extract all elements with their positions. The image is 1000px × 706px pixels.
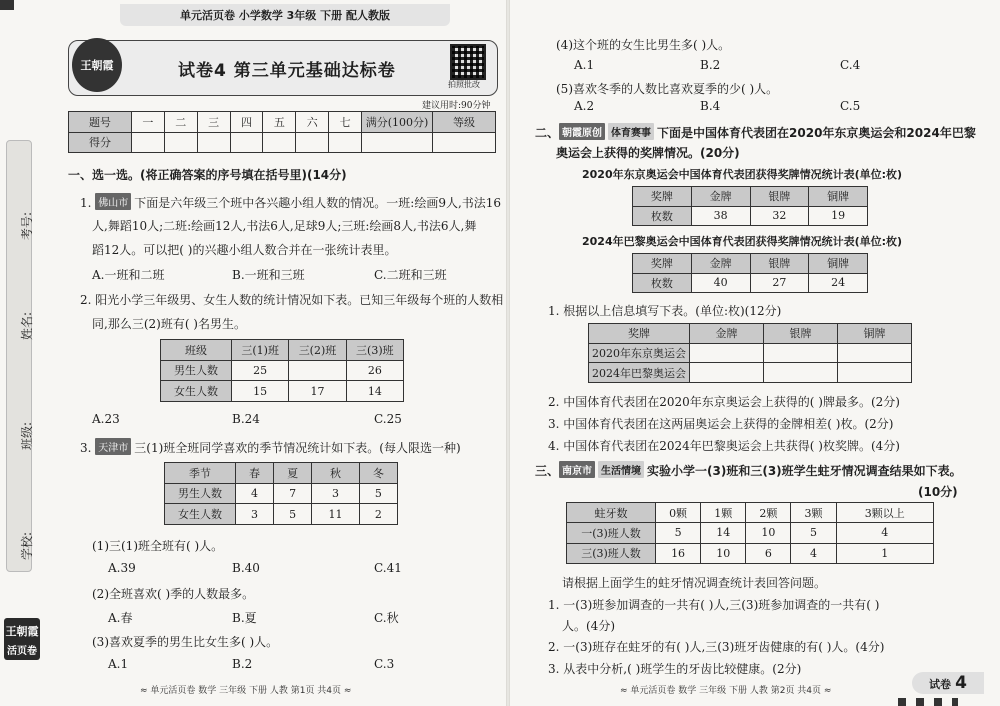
medal-table-2020 <box>632 186 868 226</box>
score-input[interactable] <box>164 132 197 153</box>
table-cell: 奖牌 <box>633 187 692 207</box>
score-cell: 七 <box>329 112 362 133</box>
brand-name: 王朝霞 <box>5 625 39 638</box>
q2-table <box>160 339 404 402</box>
table-cell: 3 <box>312 483 360 504</box>
answer-cell[interactable] <box>690 363 764 383</box>
q3-table <box>164 462 398 525</box>
option-c[interactable]: C.二班和三班 <box>374 268 447 282</box>
option-a[interactable]: A.1 <box>574 58 595 72</box>
table-cell: 25 <box>232 360 289 381</box>
region-tag: 南京市 <box>559 461 595 478</box>
section2-line2: 奥运会上获得的奖牌情况。(20分) <box>556 146 740 160</box>
table-cell: 秋 <box>312 463 360 484</box>
score-input[interactable] <box>230 132 263 153</box>
option-c[interactable]: C.3 <box>374 657 395 671</box>
t2-title: 2024年巴黎奥运会中国体育代表团获得奖牌情况统计表(单位:枚) <box>582 235 903 248</box>
table-cell: 班级 <box>161 340 232 361</box>
table-cell: 三(3)班人数 <box>567 543 656 563</box>
table-cell: 男生人数 <box>161 360 232 381</box>
section1-heading: 一、选一选。(将正确答案的序号填在括号里)(14分) <box>68 168 347 182</box>
table-cell: 蛀牙数 <box>567 503 656 523</box>
table-cell: 奖牌 <box>633 254 692 274</box>
table-cell: 32 <box>750 206 809 226</box>
logo-badge <box>72 38 122 92</box>
tag-original: 朝霞原创 <box>559 123 605 140</box>
t1-title: 2020年东京奥运会中国体育代表团获得奖牌情况统计表(单位:枚) <box>582 168 903 181</box>
section3-heading <box>535 461 962 479</box>
score-input[interactable] <box>131 132 164 153</box>
table-cell: 5 <box>656 523 701 543</box>
table-cell: 27 <box>750 273 809 293</box>
table-cell: 5 <box>359 483 397 504</box>
tag-topic: 生活情境 <box>598 461 644 478</box>
logo-text: 王朝霞 <box>80 59 114 72</box>
region-tag: 天津市 <box>95 438 131 455</box>
s2-q1: 1. 根据以上信息填写下表。(单位:枚)(12分) <box>548 304 782 318</box>
score-cell: 六 <box>296 112 329 133</box>
table-cell: 24 <box>809 273 868 293</box>
option-b[interactable]: B.40 <box>232 561 260 575</box>
table-cell: 11 <box>312 504 360 525</box>
table-cell: 春 <box>236 463 274 484</box>
option-b[interactable]: B.24 <box>232 412 260 426</box>
table-cell: 4 <box>836 523 933 543</box>
score-cell: 得分 <box>69 132 132 153</box>
table-cell: 一(3)班人数 <box>567 523 656 543</box>
option-c[interactable]: C.秋 <box>374 611 399 625</box>
q2-text: 阳光小学三年级男、女生人数的统计情况如下表。已知三年级每个班的人数相 <box>95 293 504 307</box>
q1-num: 1. <box>80 196 92 210</box>
q3-sub1: (1)三(1)班全班有( )人。 <box>92 539 224 553</box>
answer-cell[interactable] <box>764 363 838 383</box>
qr-label: 拍照批改 <box>448 80 480 89</box>
score-cell: 五 <box>263 112 296 133</box>
section2-line1: 下面是中国体育代表团在2020年东京奥运会和2024年巴黎 <box>657 126 976 140</box>
table-cell: 19 <box>809 206 868 226</box>
table-cell: 2颗 <box>746 503 791 523</box>
table-cell: 3颗 <box>791 503 836 523</box>
section3-prefix: 三、 <box>535 464 560 478</box>
table-cell: 金牌 <box>691 187 750 207</box>
medal-table-2024 <box>632 253 868 293</box>
table-cell: 15 <box>232 381 289 402</box>
time-advice: 建议用时:90分钟 <box>422 101 491 111</box>
score-input[interactable] <box>329 132 362 153</box>
table-cell: 三(3)班 <box>346 340 403 361</box>
s3-q1a: 1. 一(3)班参加调查的一共有( )人,三(3)班参加调查的一共有( ) <box>548 598 880 612</box>
table-cell: 银牌 <box>750 187 809 207</box>
q2-num: 2. <box>80 293 92 307</box>
table-cell <box>289 360 346 381</box>
s3-q1b: 人。(4分) <box>562 619 615 633</box>
table-cell: 5 <box>274 504 312 525</box>
table-cell: 铜牌 <box>809 187 868 207</box>
binding-strip <box>6 140 32 572</box>
q3-line1 <box>80 438 461 456</box>
score-cell: 满分(100分) <box>362 112 433 133</box>
table-cell: 1颗 <box>701 503 746 523</box>
q1-text: 下面是六年级三个班中各兴趣小组人数的情况。一班:绘画9人,书法16 <box>134 196 502 210</box>
option-c[interactable]: C.4 <box>840 58 861 72</box>
q3-text: 三(1)班全班同学喜欢的季节情况统计如下表。(每人限选一种) <box>134 441 461 455</box>
score-input[interactable] <box>197 132 230 153</box>
cavity-table <box>566 502 934 564</box>
corner-marks <box>898 698 958 706</box>
score-cell: 一 <box>131 112 164 133</box>
table-cell: 枚数 <box>633 273 692 293</box>
table-cell: 40 <box>691 273 750 293</box>
answer-cell[interactable] <box>838 343 912 363</box>
table-cell: 2020年东京奥运会 <box>589 343 690 363</box>
score-cell: 等级 <box>433 112 496 133</box>
table-cell: 季节 <box>165 463 236 484</box>
score-table <box>68 111 496 153</box>
table-cell: 7 <box>274 483 312 504</box>
score-input[interactable] <box>433 132 496 153</box>
table-cell: 10 <box>746 523 791 543</box>
table-cell: 三(1)班 <box>232 340 289 361</box>
score-cell: 题号 <box>69 112 132 133</box>
table-cell: 夏 <box>274 463 312 484</box>
option-c[interactable]: C.25 <box>374 412 402 426</box>
field-name: 姓名: <box>20 311 34 340</box>
table-cell: 4 <box>236 483 274 504</box>
fill-in-medal-table <box>588 323 912 383</box>
table-cell: 1 <box>836 543 933 563</box>
field-id: 考号: <box>20 211 34 240</box>
option-b[interactable]: B.夏 <box>232 611 257 625</box>
table-cell: 16 <box>656 543 701 563</box>
answer-cell[interactable] <box>838 363 912 383</box>
table-cell: 26 <box>346 360 403 381</box>
section2-heading <box>535 123 976 141</box>
footer-left: ≈ 单元活页卷 数学 三年级 下册 人教 第1页 共4页 ≈ <box>140 686 352 696</box>
answer-cell[interactable] <box>764 343 838 363</box>
option-a[interactable]: A.23 <box>92 412 120 426</box>
s3-intro: 请根据上面学生的蛀牙情况调查统计表回答问题。 <box>562 576 827 590</box>
s2-q2: 2. 中国体育代表团在2020年东京奥运会上获得的( )牌最多。(2分) <box>548 395 900 409</box>
option-b[interactable]: B.4 <box>700 99 721 113</box>
option-b[interactable]: B.2 <box>700 58 721 72</box>
q3-sub2: (2)全班喜欢( )季的人数最多。 <box>92 587 255 601</box>
badge-number: 4 <box>955 673 968 693</box>
field-class: 班级: <box>20 421 34 450</box>
score-input[interactable] <box>296 132 329 153</box>
section2-prefix: 二、 <box>535 126 560 140</box>
section3-line1: 实验小学一(3)班和三(3)班学生蛀牙情况调查结果如下表。 <box>647 464 962 478</box>
table-cell: 金牌 <box>691 254 750 274</box>
field-school: 学校: <box>20 531 34 560</box>
region-tag: 佛山市 <box>95 193 131 210</box>
table-cell: 男生人数 <box>165 483 236 504</box>
table-cell: 奖牌 <box>589 324 690 344</box>
brand-sub: 活页卷 <box>7 646 37 657</box>
table-cell: 银牌 <box>764 324 838 344</box>
table-cell: 金牌 <box>690 324 764 344</box>
option-a[interactable]: A.春 <box>108 611 133 625</box>
q3-sub3: (3)喜欢夏季的男生比女生多( )人。 <box>92 635 279 649</box>
footer-right: ≈ 单元活页卷 数学 三年级 下册 人教 第2页 共4页 ≈ <box>620 686 832 696</box>
table-cell: 14 <box>701 523 746 543</box>
option-a[interactable]: A.1 <box>108 657 129 671</box>
table-cell: 铜牌 <box>809 254 868 274</box>
paper-badge <box>912 672 984 694</box>
table-cell: 三(2)班 <box>289 340 346 361</box>
series-header: 单元活页卷 小学数学 3年级 下册 配人教版 <box>120 4 450 26</box>
option-c[interactable]: C.5 <box>840 99 861 113</box>
table-cell: 铜牌 <box>838 324 912 344</box>
section3-points: (10分) <box>918 485 958 499</box>
top-corner-mark <box>0 0 14 10</box>
table-cell: 女生人数 <box>165 504 236 525</box>
q3-sub5: (5)喜欢冬季的人数比喜欢夏季的少( )人。 <box>556 82 779 96</box>
qr-code[interactable] <box>450 44 486 80</box>
option-a[interactable]: A.一班和二班 <box>92 268 165 282</box>
s3-q3: 3. 从表中分析,( )班学生的牙齿比较健康。(2分) <box>548 662 802 676</box>
table-cell: 10 <box>701 543 746 563</box>
badge-label: 试卷 <box>928 678 951 691</box>
answer-cell[interactable] <box>690 343 764 363</box>
score-cell: 三 <box>197 112 230 133</box>
score-cell: 二 <box>164 112 197 133</box>
table-cell: 0颗 <box>656 503 701 523</box>
q1-line3: 蹈12人。可以把( )的兴趣小组人数合并在一张统计表里。 <box>92 243 397 257</box>
table-cell: 2 <box>359 504 397 525</box>
table-cell: 冬 <box>359 463 397 484</box>
q2-line1 <box>80 291 503 308</box>
q2-line2: 同,那么三(2)班有( )名男生。 <box>92 317 246 331</box>
score-input[interactable] <box>263 132 296 153</box>
score-input[interactable] <box>362 132 433 153</box>
tag-topic: 体育赛事 <box>608 123 654 140</box>
option-b[interactable]: B.一班和三班 <box>232 268 305 282</box>
option-b[interactable]: B.2 <box>232 657 253 671</box>
q1-line1 <box>80 193 501 211</box>
table-cell: 6 <box>746 543 791 563</box>
page-title: 试卷4 第三单元基础达标卷 <box>178 61 396 81</box>
table-cell: 3颗以上 <box>836 503 933 523</box>
score-cell: 四 <box>230 112 263 133</box>
option-a[interactable]: A.2 <box>574 99 595 113</box>
option-c[interactable]: C.41 <box>374 561 402 575</box>
sidebar-brand <box>4 618 40 660</box>
q1-line2: 人,舞蹈10人;二班:绘画12人,书法6人,足球9人;三班:绘画8人,书法6人,舞 <box>92 219 477 233</box>
table-cell: 14 <box>346 381 403 402</box>
s2-q4: 4. 中国体育代表团在2024年巴黎奥运会上共获得( )枚奖牌。(4分) <box>548 439 900 453</box>
option-a[interactable]: A.39 <box>108 561 136 575</box>
table-cell: 3 <box>236 504 274 525</box>
table-cell: 4 <box>791 543 836 563</box>
s2-q3: 3. 中国体育代表团在这两届奥运会上获得的金牌相差( )枚。(2分) <box>548 417 894 431</box>
page-fold <box>506 0 510 706</box>
q3-sub4: (4)这个班的女生比男生多( )人。 <box>556 38 731 52</box>
table-cell: 38 <box>691 206 750 226</box>
table-cell: 女生人数 <box>161 381 232 402</box>
table-cell: 5 <box>791 523 836 543</box>
table-cell: 银牌 <box>750 254 809 274</box>
s3-q2: 2. 一(3)班存在蛀牙的有( )人,三(3)班牙齿健康的有( )人。(4分) <box>548 640 885 654</box>
table-cell: 2024年巴黎奥运会 <box>589 363 690 383</box>
table-cell: 枚数 <box>633 206 692 226</box>
q3-num: 3. <box>80 441 92 455</box>
table-cell: 17 <box>289 381 346 402</box>
